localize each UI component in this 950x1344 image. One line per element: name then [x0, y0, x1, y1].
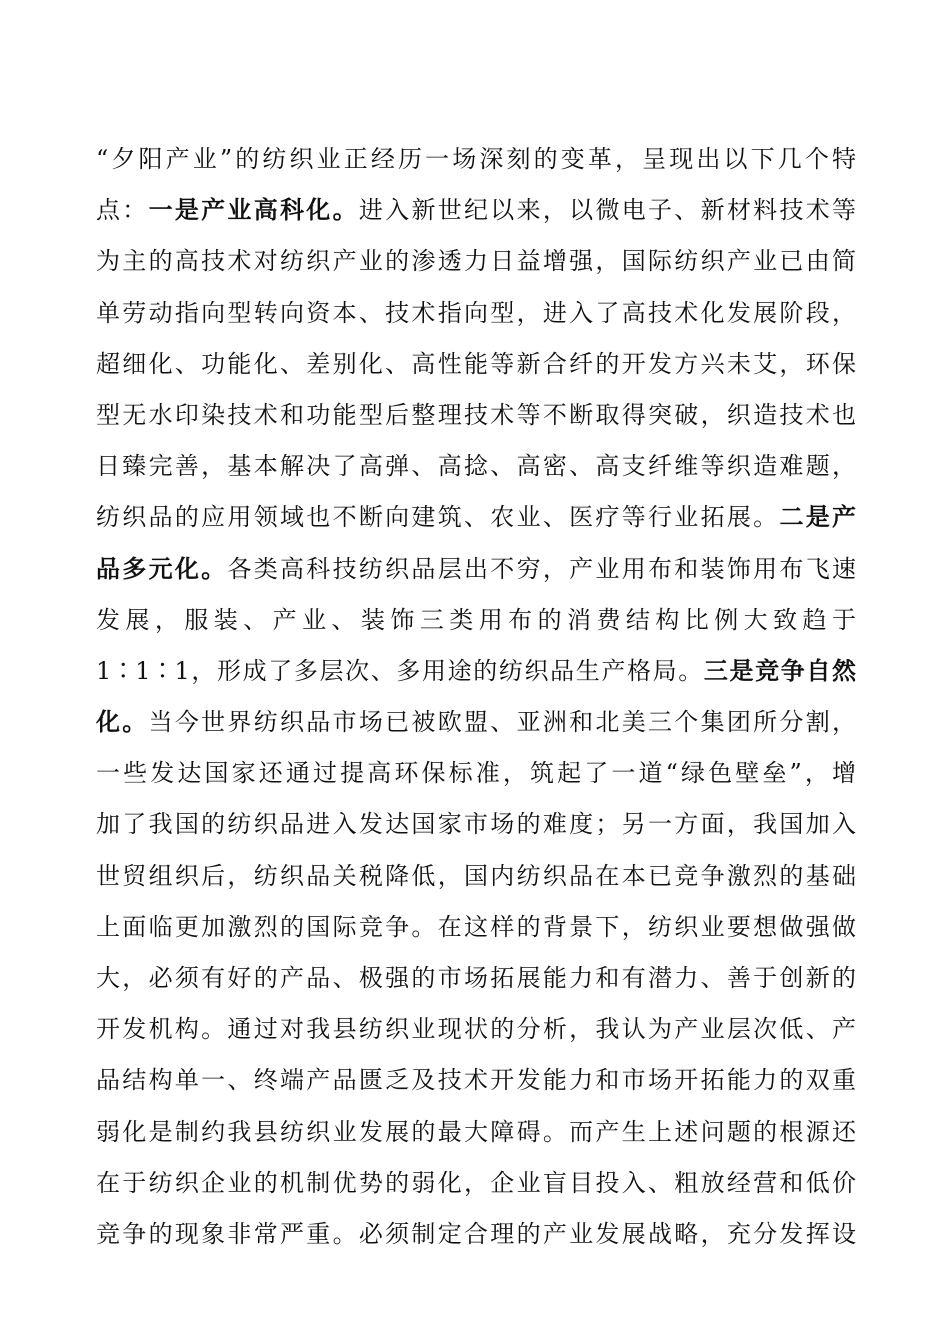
text-line	[96, 1004, 856, 1055]
text-line	[96, 441, 856, 492]
text-segment: 1∶1∶1，形成了多层次、多用途的纺织品生产格局。	[96, 656, 704, 685]
text-line	[96, 646, 856, 697]
text-line	[96, 799, 856, 850]
text-segment: 开发机构。通过对我县纺织业现状的分析，我认为产业层次低、产	[96, 1015, 856, 1044]
text-segment: 超细化、功能化、差别化、高性能等新合纤的开发方兴未艾，环保	[96, 349, 856, 378]
text-line	[96, 697, 856, 748]
text-segment: 为主的高技术对纺织产业的渗透力日益增强，国际纺织产业已由简	[96, 247, 856, 276]
body-text	[96, 134, 856, 1260]
text-segment: 单劳动指向型转向资本、技术指向型，进入了高技术化发展阶段，	[96, 298, 856, 327]
text-segment: 纺织品的应用领域也不断向建筑、农业、医疗等行业拓展。	[96, 503, 780, 532]
bold-heading-text: 化。	[96, 708, 149, 737]
text-segment: 各类高科技纺织品层出不穷，产业用布和装饰用布飞速	[227, 554, 857, 583]
text-segment: 大，必须有好的产品、极强的市场拓展能力和有潜力、善于创新的	[96, 964, 856, 992]
text-line	[96, 1158, 856, 1209]
text-line	[96, 185, 856, 236]
text-line	[96, 902, 856, 953]
text-line	[96, 390, 856, 441]
bold-heading-text: 三是竞争自然	[703, 656, 857, 685]
bold-heading-text: 品多元化。	[96, 554, 228, 583]
text-line	[96, 595, 856, 646]
text-line	[96, 288, 856, 339]
text-segment: 加了我国的纺织品进入发达国家市场的难度；另一方面，我国加入	[96, 810, 856, 839]
bold-heading-text: 二是产	[779, 503, 857, 532]
text-segment: 上面临更加激烈的国际竞争。在这样的背景下，纺织业要想做强做	[96, 912, 856, 941]
text-line	[96, 492, 856, 543]
text-segment: “夕阳产业”的纺织业正经历一场深刻的变革，呈现出以下几个特	[96, 145, 856, 173]
text-segment: 一些发达国家还通过提高环保标准，筑起了一道“绿色壁垒”，增	[96, 759, 856, 788]
text-segment: 发展，服装、产业、装饰三类用布的消费结构比例大致趋于	[96, 605, 856, 634]
text-line	[96, 748, 856, 799]
text-line	[96, 339, 856, 390]
text-segment: 日臻完善，基本解决了高弹、高捻、高密、高支纤维等织造难题，	[96, 452, 856, 481]
bold-heading-text: 一是产业高科化。	[148, 196, 359, 225]
text-segment: 品结构单一、终端产品匮乏及技术开发能力和市场开拓能力的双重	[96, 1066, 856, 1095]
text-segment: 点：	[96, 196, 149, 225]
text-line	[96, 544, 856, 595]
text-segment: 世贸组织后，纺织品关税降低，国内纺织品在本已竞争激烈的基础	[96, 861, 856, 890]
text-line	[96, 953, 856, 1004]
text-segment: 当今世界纺织品市场已被欧盟、亚洲和北美三个集团所分割，	[148, 708, 857, 737]
text-line	[96, 134, 856, 185]
text-line	[96, 236, 856, 287]
text-segment: 在于纺织企业的机制优势的弱化，企业盲目投入、粗放经营和低价	[96, 1168, 856, 1197]
text-line	[96, 851, 856, 902]
text-line	[96, 1107, 856, 1158]
text-segment: 进入新世纪以来，以微电子、新材料技术等	[358, 196, 857, 225]
text-segment: 弱化是制约我县纺织业发展的最大障碍。而产生上述问题的根源还	[96, 1117, 856, 1146]
text-segment: 竞争的现象非常严重。必须制定合理的产业发展战略，充分发挥设	[96, 1219, 856, 1248]
text-line	[96, 1209, 856, 1260]
text-line	[96, 1055, 856, 1106]
text-segment: 型无水印染技术和功能型后整理技术等不断取得突破，织造技术也	[96, 400, 856, 429]
